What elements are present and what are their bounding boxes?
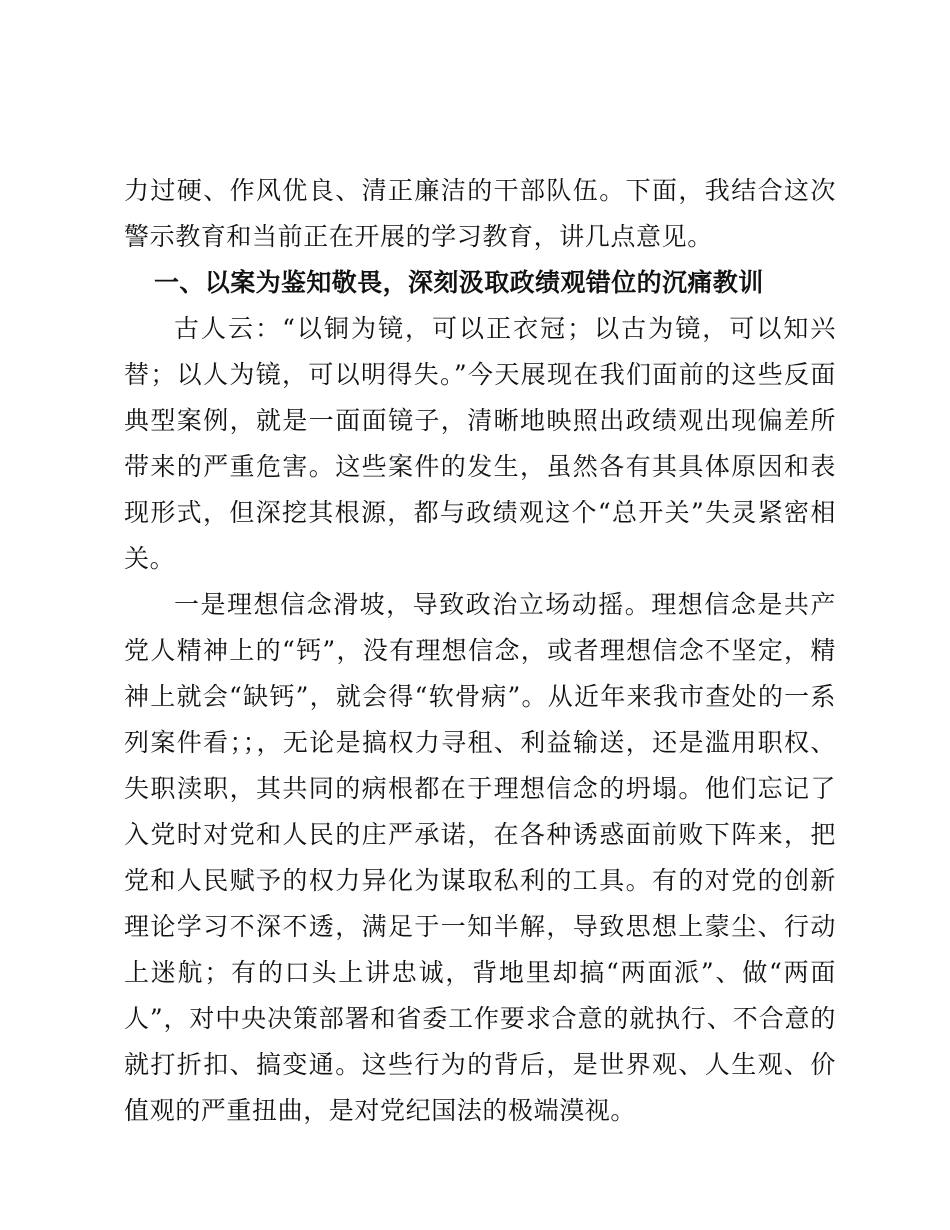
- paragraph-intro-continuation: 力过硬、作风优良、清正廉洁的干部队伍。下面，我结合这次警示教育和当前正在开展的学习教育，讲几点意见。: [124, 176, 836, 251]
- section-heading-1: 一、以案为鉴知敬畏，深刻汲取政绩观错位的沉痛教训: [154, 268, 764, 297]
- document-body: [124, 168, 836, 1134]
- paragraph-point-1: 一是理想信念滑坡，导致政治立场动摇。理想信念是共产党人精神上的“钙”，没有理想信念，或者理想信念不坚定，精神上就会“缺钙”，就会得“软骨病”。从近年来我市查处的一系列案件看；；，无论是搞权力寻租、利益输送，还是滥用职权、失职渎职，其共同的病根都在于理想信念的坍塌。他们忘记了入党时对党和人民的庄严承诺，在各种诱惑面前败下阵来，把党和人民赋予的权力异化为谋取私利的工具。有的对党的创新理论学习不深不透，满足于一知半解，导致思想上蒙尘、行动上迷航；有的口头上讲忠诚，背地里却搞“两面派”、做“两面人”，对中央决策部署和省委工作要求合意的就执行、不合意的就打折扣、搞变通。这些行为的背后，是世界观、人生观、价值观的严重扭曲，是对党纪国法的极端漠视。: [124, 590, 836, 1125]
- paragraph-quote: 古人云：“以铜为镜，可以正衣冠；以古为镜，可以知兴替；以人为镜，可以明得失。”今天展现在我们面前的这些反面典型案例，就是一面面镜子，清晰地映照出政绩观出现偏差所带来的严重危害。这些案件的发生，虽然各有其具体原因和表现形式，但深挖其根源，都与政绩观这个“总开关”失灵紧密相关。: [124, 314, 836, 573]
